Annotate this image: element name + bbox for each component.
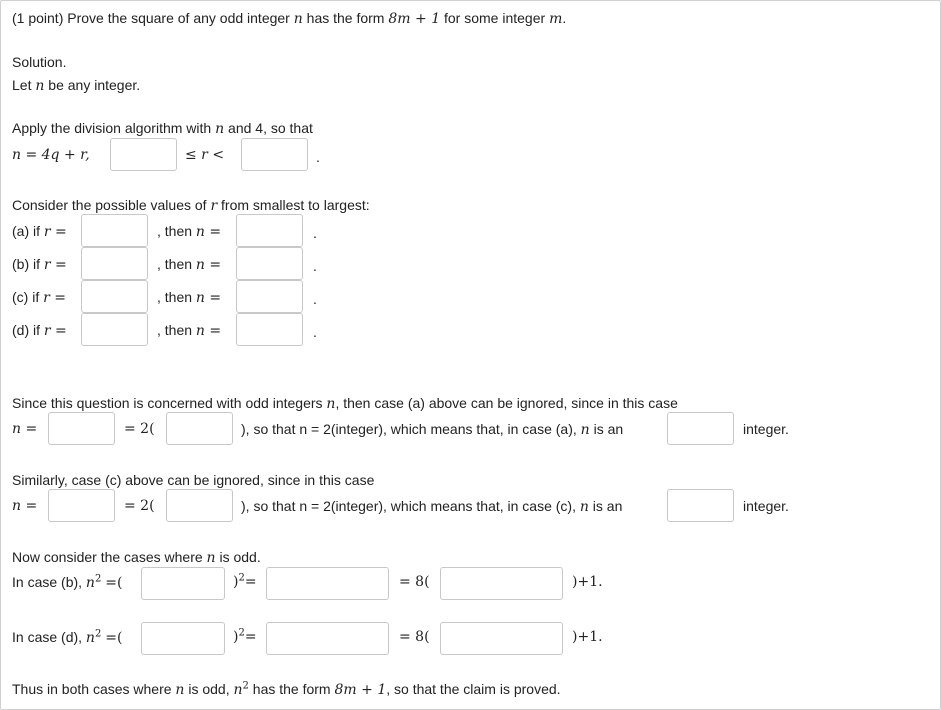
period: . — [313, 258, 317, 274]
case-a-so-that: ), so that n = 2(integer), which means that, in case (a), n is an — [241, 421, 624, 438]
case-b-r-input[interactable] — [81, 247, 148, 280]
case-c-eq2: = 2( — [124, 498, 155, 514]
case-d-expanded-input[interactable] — [266, 622, 389, 655]
case-b-base-input[interactable] — [141, 567, 225, 600]
case-d-eq8: = 8( — [399, 629, 430, 645]
case-b-m-input[interactable] — [440, 567, 563, 600]
case-a-parity-input[interactable] — [667, 412, 734, 445]
case-b-expanded-input[interactable] — [266, 567, 389, 600]
remainder-lower-input[interactable] — [110, 138, 177, 171]
case-b-eq8: = 8( — [399, 574, 430, 590]
case-c-n-eq: n = — [12, 498, 38, 514]
case-c-intro: Similarly, case (c) above can be ignored, since in this case — [12, 472, 375, 488]
case-b-square-label: In case (b), $n^2$ =( — [12, 573, 123, 591]
case-d-then: , then n = — [157, 322, 222, 339]
case-c-then: , then n = — [157, 289, 222, 306]
case-b-label: (b) if r = — [12, 256, 67, 273]
case-a-factor-input[interactable] — [166, 412, 233, 445]
odd-intro: Now consider the cases where n is odd. — [12, 549, 261, 566]
case-c-so-that: ), so that n = 2(integer), which means that, in case (c), n is an — [241, 498, 623, 515]
case-c-integer: integer. — [743, 498, 789, 514]
case-b-n-input[interactable] — [236, 247, 303, 280]
case-d-base-input[interactable] — [141, 622, 225, 655]
case-a-r-input[interactable] — [81, 214, 148, 247]
let-n-text: Let n be any integer. — [12, 77, 141, 94]
case-a-eq2: = 2( — [124, 421, 155, 437]
cases-intro: Consider the possible values of r from smallest to largest: — [12, 197, 370, 214]
case-a-n-eq: n = — [12, 421, 38, 437]
case-d-square-close: )$^2$= — [233, 627, 257, 645]
case-b-then: , then n = — [157, 256, 222, 273]
case-a-n-value-input[interactable] — [48, 412, 115, 445]
remainder-upper-input[interactable] — [241, 138, 308, 171]
period: . — [313, 291, 317, 307]
case-a-n-input[interactable] — [236, 214, 303, 247]
case-a-label: (a) if r = — [12, 223, 67, 240]
case-d-plus1: )+1. — [572, 629, 603, 645]
period: . — [313, 225, 317, 241]
case-a-integer: integer. — [743, 421, 789, 437]
case-d-label: (d) if r = — [12, 322, 67, 339]
case-b-square-close: )$^2$= — [233, 572, 257, 590]
period: . — [313, 324, 317, 340]
remainder-range-symbol: ≤ r < — [185, 147, 225, 163]
case-a-then: , then n = — [157, 223, 222, 240]
case-d-m-input[interactable] — [440, 622, 563, 655]
case-d-square-label: In case (d), $n^2$ =( — [12, 628, 123, 646]
case-c-label: (c) if r = — [12, 289, 66, 306]
case-d-n-input[interactable] — [236, 313, 303, 346]
question-text: (1 point) Prove the square of any odd integer n has the form 8m + 1 for some integer m. — [12, 10, 567, 27]
case-a-intro: Since this question is concerned with odd integers n, then case (a) above can be ignored, since in this case — [12, 395, 678, 412]
case-c-n-input[interactable] — [236, 280, 303, 313]
solution-heading: Solution. — [12, 54, 67, 70]
case-c-n-value-input[interactable] — [48, 489, 115, 522]
division-text: Apply the division algorithm with n and 4, so that — [12, 120, 313, 137]
case-c-parity-input[interactable] — [667, 489, 734, 522]
case-c-factor-input[interactable] — [166, 489, 233, 522]
case-b-plus1: )+1. — [572, 574, 603, 590]
conclusion-text: Thus in both cases where n is odd, $n^2$ has the form 8m + 1, so that the claim is proved. — [12, 680, 561, 698]
case-c-r-input[interactable] — [81, 280, 148, 313]
division-equation: n = 4q + r, — [12, 147, 90, 163]
period: . — [316, 149, 320, 165]
case-d-r-input[interactable] — [81, 313, 148, 346]
